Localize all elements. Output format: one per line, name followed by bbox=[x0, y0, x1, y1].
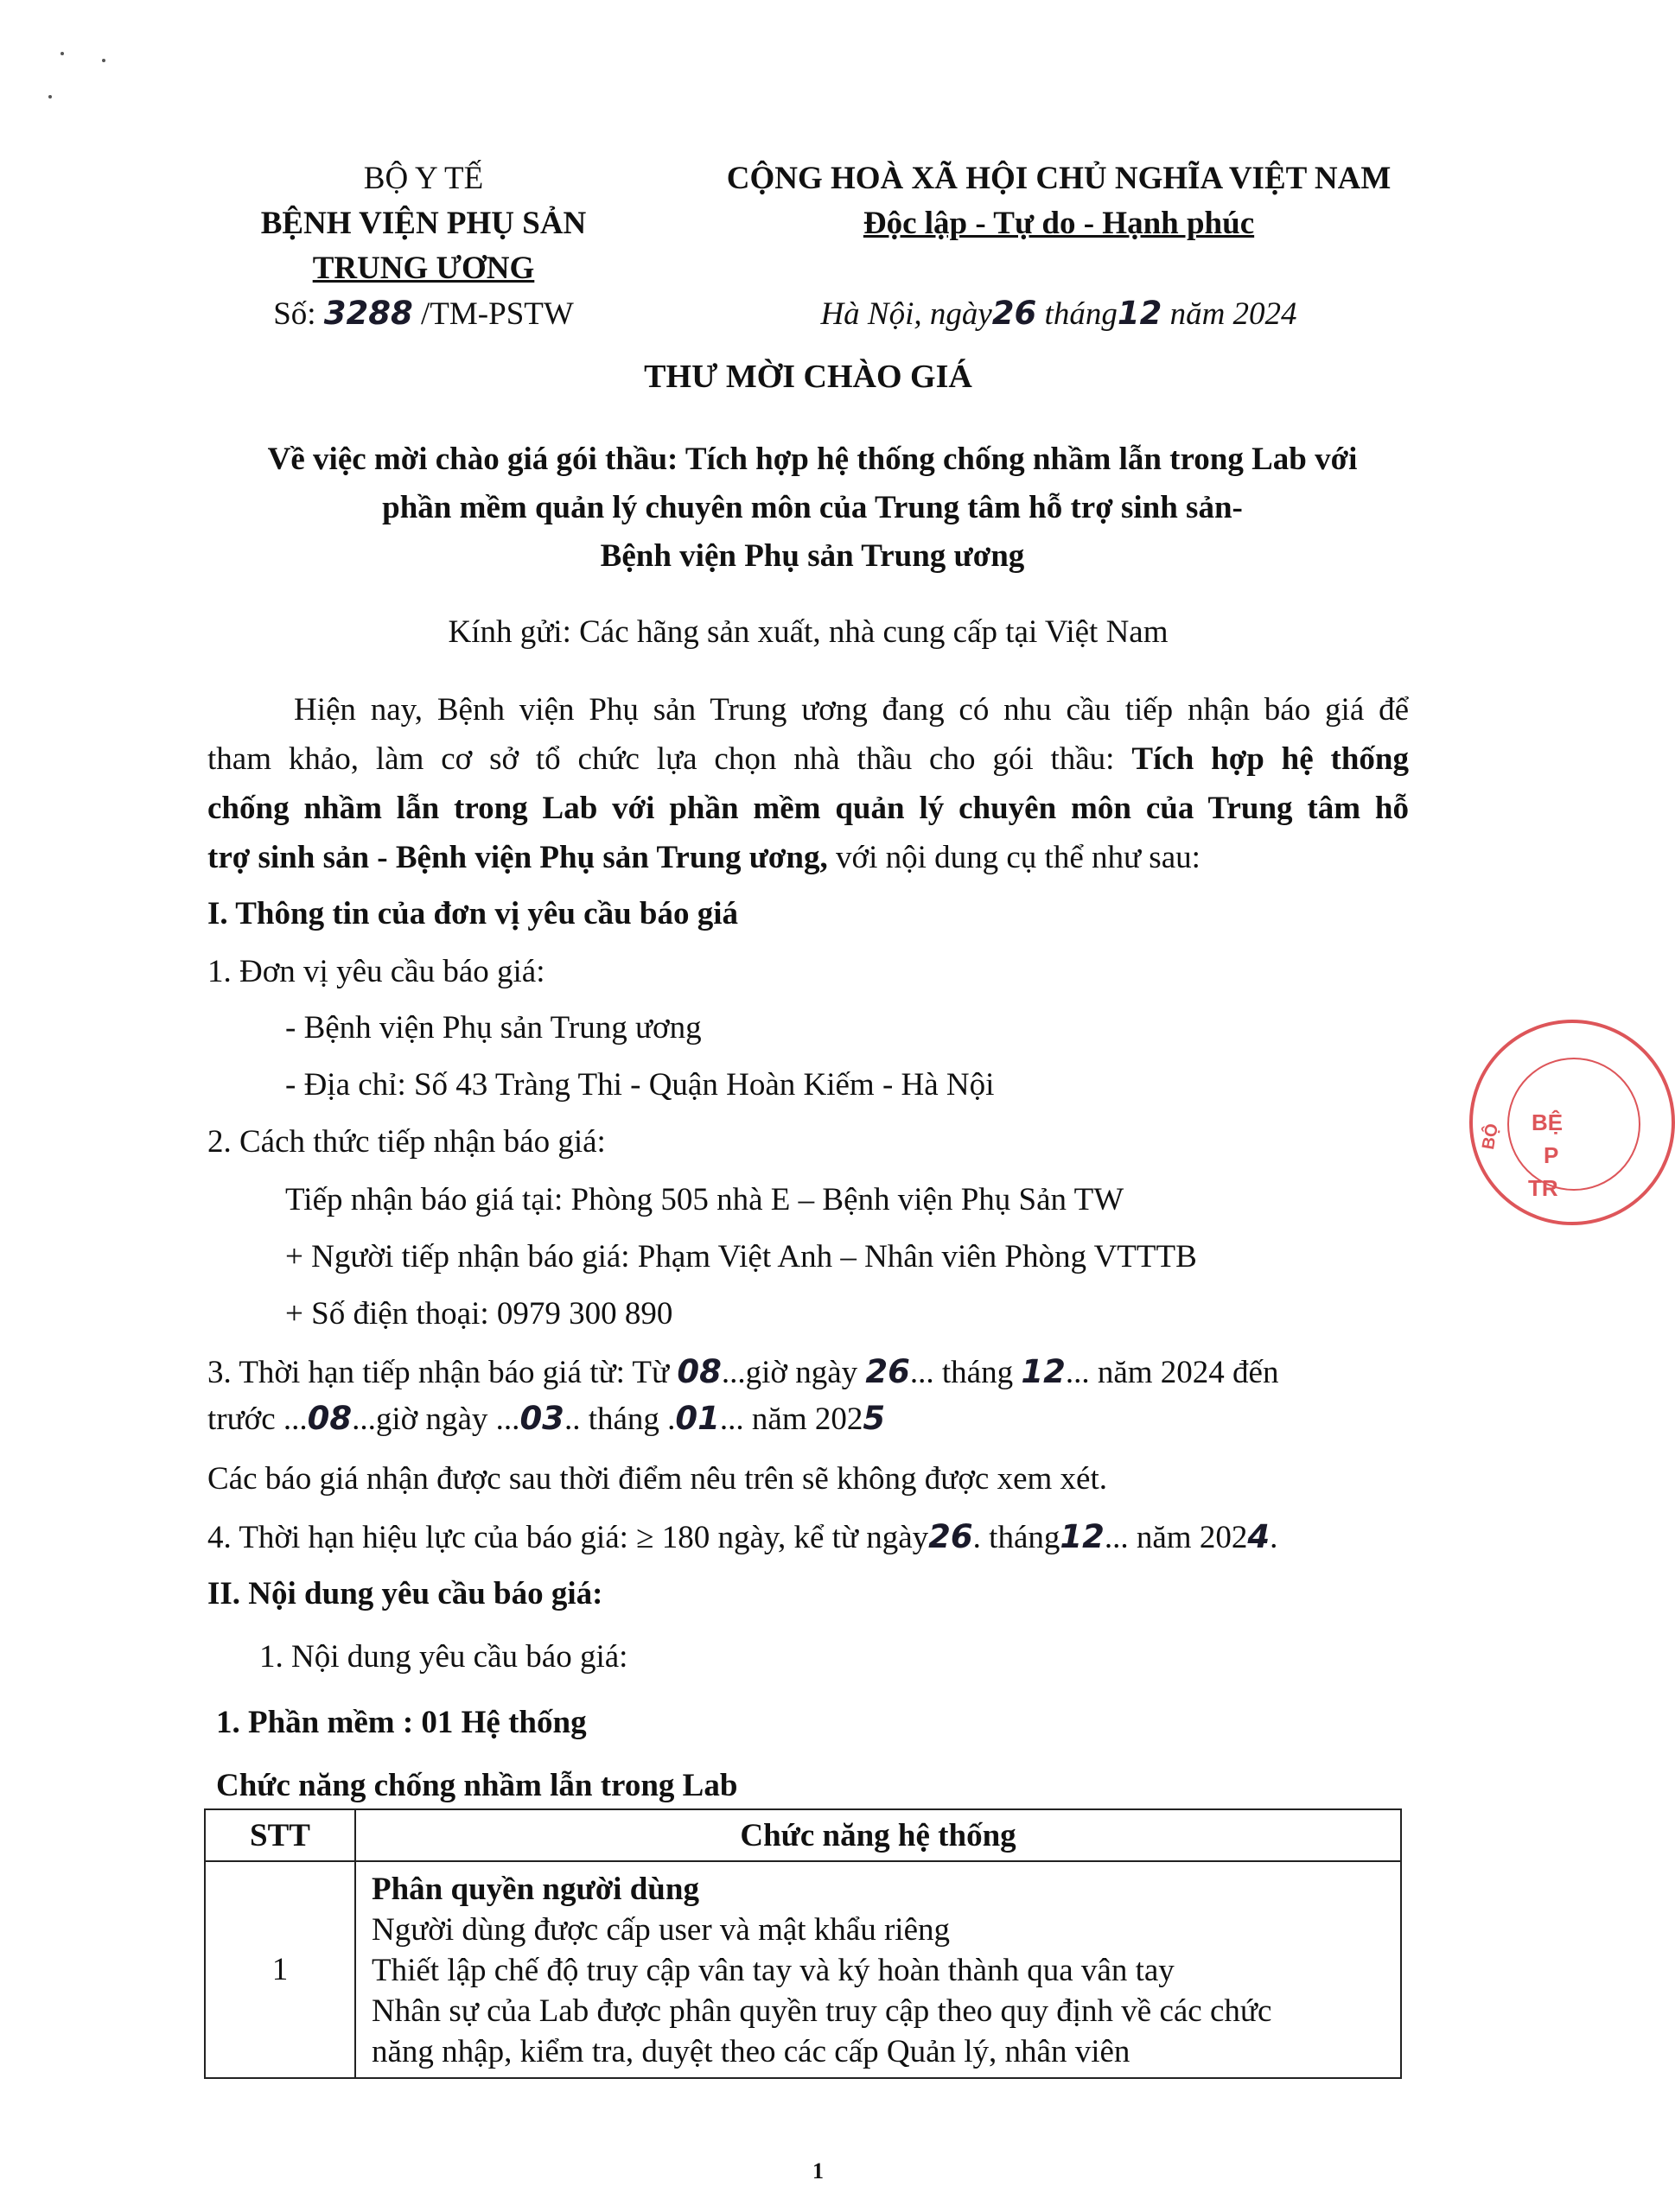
item3-text-7: .. tháng . bbox=[564, 1402, 676, 1437]
section1-item3-line1 bbox=[207, 1353, 1278, 1391]
section1-heading: I. Thông tin của đơn vị yêu cầu báo giá bbox=[207, 896, 739, 931]
software-line: 1. Phần mềm : 01 Hệ thống bbox=[216, 1705, 587, 1740]
item3-text-5: trước ... bbox=[207, 1402, 308, 1437]
salutation: Kính gửi: Các hãng sản xuất, nhà cung cấp tại Việt Nam bbox=[448, 614, 1169, 650]
official-red-stamp bbox=[1469, 1020, 1675, 1225]
item4-text-1: 4. Thời hạn hiệu lực của báo giá: ≥ 180 ngày, kể từ ngày bbox=[207, 1520, 929, 1555]
intro-line1: Hiện nay, Bệnh viện Phụ sản Trung ương đang có nhu cầu tiếp nhận báo giá để bbox=[294, 692, 1409, 728]
section1-item4 bbox=[207, 1518, 1277, 1556]
row-line: Thiết lập chế độ truy cập vân tay và ký hoàn thành qua vân tay bbox=[372, 1953, 1175, 1988]
document-number-label: Số: bbox=[273, 296, 316, 332]
document-number-suffix: /TM-PSTW bbox=[421, 296, 574, 332]
intro-line3: chống nhầm lẫn trong Lab với phần mềm quản lý chuyên môn của Trung tâm hỗ bbox=[207, 791, 1409, 826]
date-day-handwritten: 26 bbox=[991, 295, 1037, 332]
item3-handwritten-end-day: 03 bbox=[519, 1400, 564, 1437]
item3-text-6: ...giờ ngày ... bbox=[352, 1402, 520, 1437]
date-month-handwritten: 12 bbox=[1117, 295, 1162, 332]
date-month-label: tháng bbox=[1044, 296, 1118, 332]
hospital-name-line2 bbox=[233, 250, 614, 295]
document-number bbox=[233, 295, 614, 340]
date-line bbox=[683, 295, 1435, 340]
section1-item1-b: - Địa chỉ: Số 43 Tràng Thi - Quận Hoàn Kiếm - Hà Nội bbox=[285, 1067, 995, 1103]
intro-line4-normal: với nội dung cụ thể như sau: bbox=[836, 840, 1201, 875]
subject-line2: phần mềm quản lý chuyên môn của Trung tâm hỗ trợ sinh sản- bbox=[382, 490, 1243, 525]
item3-handwritten-hour: 08 bbox=[677, 1353, 722, 1390]
subject-line3: Bệnh viện Phụ sản Trung ương bbox=[600, 538, 1025, 574]
table-header-function: Chức năng hệ thống bbox=[355, 1809, 1401, 1861]
date-year: năm 2024 bbox=[1169, 296, 1297, 332]
section2-heading: II. Nội dung yêu cầu báo giá: bbox=[207, 1576, 603, 1611]
table-caption: Chức năng chống nhầm lẫn trong Lab bbox=[216, 1768, 738, 1803]
issuer-block bbox=[233, 160, 614, 340]
intro-line2-bold: Tích hợp hệ thống bbox=[1131, 741, 1410, 777]
item4-handwritten-day: 26 bbox=[928, 1518, 973, 1555]
section1-note: Các báo giá nhận được sau thời điểm nêu trên sẽ không được xem xét. bbox=[207, 1461, 1108, 1497]
stamp-text: P bbox=[1544, 1142, 1559, 1168]
function-table bbox=[204, 1808, 1402, 2079]
hospital-name-line2-text: TRUNG ƯƠNG bbox=[312, 251, 535, 286]
table-row bbox=[205, 1861, 1401, 2078]
section2-item1: 1. Nội dung yêu cầu báo giá: bbox=[259, 1639, 628, 1675]
table-header-stt: STT bbox=[205, 1809, 355, 1861]
page-number: 1 bbox=[812, 2158, 824, 2183]
national-motto-text: Độc lập - Tự do - Hạnh phúc bbox=[863, 206, 1255, 241]
item4-text-4: . bbox=[1270, 1520, 1278, 1555]
item3-text-8: ... năm 202 bbox=[719, 1402, 863, 1437]
section1-item2-a: Tiếp nhận báo giá tại: Phòng 505 nhà E – Bệnh viện Phụ Sản TW bbox=[285, 1182, 1124, 1217]
item3-text-1: 3. Thời hạn tiếp nhận báo giá từ: Từ bbox=[207, 1355, 670, 1390]
item4-text-3: ... năm 202 bbox=[1104, 1520, 1248, 1555]
table-header-row bbox=[205, 1809, 1401, 1861]
row-line: Người dùng được cấp user và mật khẩu riêng bbox=[372, 1912, 950, 1948]
national-motto bbox=[683, 205, 1435, 250]
hospital-name-line1: BỆNH VIỆN PHỤ SẢN bbox=[260, 206, 587, 241]
intro-line2 bbox=[207, 741, 1409, 778]
scan-speck bbox=[48, 95, 52, 99]
stamp-inner-ring bbox=[1507, 1058, 1640, 1191]
table-cell-lines bbox=[372, 1862, 1400, 2077]
row-title: Phân quyền người dùng bbox=[372, 1872, 699, 1907]
section1-item1-a: - Bệnh viện Phụ sản Trung ương bbox=[285, 1010, 702, 1046]
scan-speck bbox=[102, 59, 105, 62]
table-cell-function bbox=[355, 1861, 1401, 2078]
item4-handwritten-month: 12 bbox=[1060, 1518, 1105, 1555]
section1-item3-line2 bbox=[207, 1400, 885, 1438]
item3-text-4: ... năm 2024 đến bbox=[1065, 1355, 1279, 1390]
section1-item2: 2. Cách thức tiếp nhận báo giá: bbox=[207, 1124, 606, 1160]
country-name: CỘNG HOÀ XÃ HỘI CHỦ NGHĨA VIỆT NAM bbox=[726, 161, 1392, 196]
item3-handwritten-end-month: 01 bbox=[675, 1400, 720, 1437]
item3-text-2: ...giờ ngày bbox=[721, 1355, 858, 1390]
item3-handwritten-month: 12 bbox=[1021, 1353, 1066, 1390]
document-number-handwritten: 3288 bbox=[323, 295, 413, 332]
row-line: Nhân sự của Lab được phân quyền truy cập theo quy định về các chức bbox=[372, 1993, 1272, 2029]
document-title: THƯ MỜI CHÀO GIÁ bbox=[644, 359, 972, 395]
subject-line1: Về việc mời chào giá gói thầu: Tích hợp hệ thống chống nhầm lẫn trong Lab với bbox=[267, 442, 1358, 477]
item4-text-2: . tháng bbox=[972, 1520, 1060, 1555]
ministry-name: BỘ Y TẾ bbox=[363, 161, 484, 196]
item3-handwritten-day: 26 bbox=[865, 1353, 910, 1390]
section1-item2-b: + Người tiếp nhận báo giá: Phạm Việt Anh – Nhân viên Phòng VTTTB bbox=[285, 1239, 1197, 1274]
row-line: năng nhập, kiểm tra, duyệt theo các cấp Quản lý, nhân viên bbox=[372, 2034, 1130, 2069]
item4-handwritten-year: 4 bbox=[1247, 1518, 1271, 1555]
national-header-block bbox=[683, 160, 1435, 340]
intro-line4 bbox=[207, 839, 1201, 876]
stamp-text: TR bbox=[1528, 1175, 1558, 1201]
intro-line2-normal: tham khảo, làm cơ sở tổ chức lựa chọn nhà thầu cho gói thầu: bbox=[207, 741, 1115, 777]
scan-speck bbox=[61, 52, 64, 55]
subject-block bbox=[190, 435, 1435, 581]
section1-item1: 1. Đơn vị yêu cầu báo giá: bbox=[207, 954, 545, 989]
stamp-text: BỆ bbox=[1532, 1109, 1564, 1135]
section1-item2-c: + Số điện thoại: 0979 300 890 bbox=[285, 1296, 673, 1332]
table-cell-stt: 1 bbox=[205, 1861, 355, 2078]
date-prefix: Hà Nội, ngày bbox=[820, 296, 992, 332]
intro-line4-bold: trợ sinh sản - Bệnh viện Phụ sản Trung ương, bbox=[207, 840, 828, 875]
item3-handwritten-end-hour: 08 bbox=[307, 1400, 353, 1437]
stamp-text: BỘ bbox=[1479, 1122, 1502, 1152]
item3-handwritten-end-year: 5 bbox=[863, 1400, 886, 1437]
item3-text-3: ... tháng bbox=[909, 1355, 1014, 1390]
